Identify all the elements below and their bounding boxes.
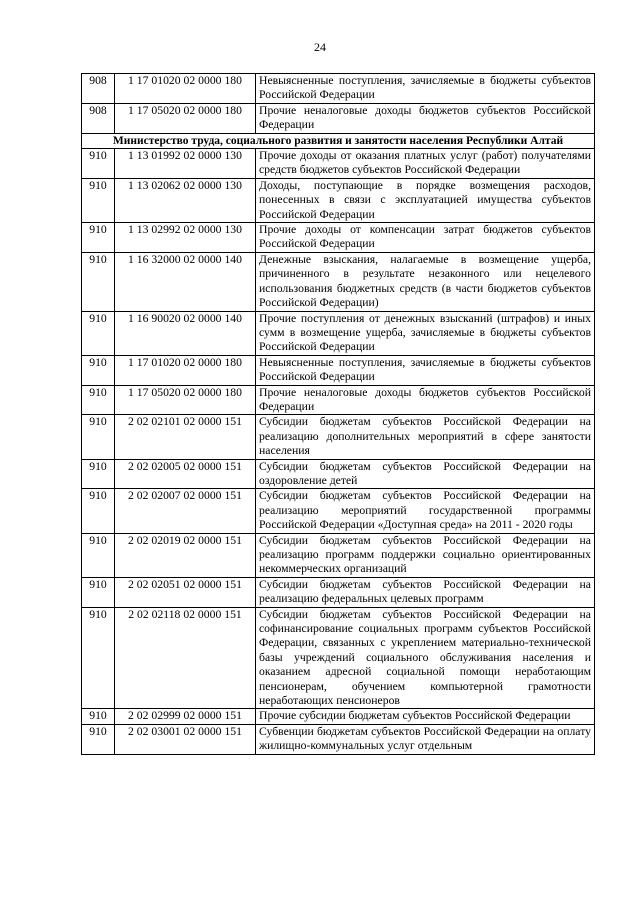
admin-code-cell: 910 [82,178,115,222]
description-cell: Субсидии бюджетам субъектов Российской Федерации на реализацию федеральных целевых программ [256,577,595,607]
table-row [82,74,595,104]
description-cell: Субвенции бюджетам субъектов Российской Федерации на оплату жилищно-коммунальных услуг отдельным [256,724,595,754]
admin-code-cell: 910 [82,607,115,709]
table-row [82,311,595,355]
admin-code-cell: 910 [82,577,115,607]
admin-code-cell: 910 [82,223,115,253]
description-cell: Невыясненные поступления, зачисляемые в бюджеты субъектов Российской Федерации [256,355,595,385]
revenue-code-cell: 2 02 02999 02 0000 151 [115,709,256,724]
admin-code-cell: 910 [82,385,115,415]
admin-code-cell: 910 [82,149,115,179]
admin-code-cell: 908 [82,74,115,104]
description-cell: Субсидии бюджетам субъектов Российской Федерации на реализацию мероприятий государственной программы Российской Федерации «Доступная среда» на 2011 - 2020 годы [256,489,595,533]
table-body-before [82,74,595,134]
description-cell: Субсидии бюджетам субъектов Российской Федерации на реализацию дополнительных мероприятий в сфере занятости населения [256,415,595,459]
description-cell: Субсидии бюджетам субъектов Российской Федерации на оздоровление детей [256,459,595,489]
table-row [82,607,595,709]
description-cell: Прочие поступления от денежных взысканий (штрафов) и иных сумм в возмещение ущерба, зачисляемые в бюджеты субъектов Российской Федерации [256,311,595,355]
admin-code-cell: 910 [82,709,115,724]
description-cell: Прочие доходы от компенсации затрат бюджетов субъектов Российской Федерации [256,223,595,253]
description-cell: Невыясненные поступления, зачисляемые в бюджеты субъектов Российской Федерации [256,74,595,104]
revenue-code-cell: 2 02 02051 02 0000 151 [115,577,256,607]
page-number: 24 [314,40,326,54]
admin-code-cell: 910 [82,724,115,754]
table-row [82,724,595,754]
description-cell: Субсидии бюджетам субъектов Российской Федерации на софинансирование социальных программ субъектов Российской Федерации, связанных с укреплением материально-технической базы учреждений социального обслуживания населения и оказанием адресной социальной помощи неработающим пенсионерам, обучением компьютерной грамотности неработающих пенсионеров [256,607,595,709]
description-cell: Прочие неналоговые доходы бюджетов субъектов Российской Федерации [256,103,595,133]
table-row [82,355,595,385]
admin-code-cell: 910 [82,415,115,459]
revenue-code-cell: 1 13 02992 02 0000 130 [115,223,256,253]
revenue-code-cell: 2 02 03001 02 0000 151 [115,724,256,754]
admin-code-cell: 910 [82,252,115,311]
admin-code-cell: 910 [82,533,115,577]
revenue-code-cell: 1 16 90020 02 0000 140 [115,311,256,355]
revenue-code-cell: 1 17 05020 02 0000 180 [115,103,256,133]
table-row [82,223,595,253]
table-row [82,252,595,311]
admin-code-cell: 910 [82,311,115,355]
admin-code-cell: 908 [82,103,115,133]
table-row [82,489,595,533]
revenue-code-cell: 1 17 01020 02 0000 180 [115,355,256,385]
revenue-code-cell: 1 17 05020 02 0000 180 [115,385,256,415]
revenue-code-cell: 2 02 02019 02 0000 151 [115,533,256,577]
table-row [82,709,595,724]
table-row [82,149,595,179]
description-cell: Доходы, поступающие в порядке возмещения расходов, понесенных в связи с эксплуатацией имущества субъектов Российской Федерации [256,178,595,222]
revenue-code-cell: 2 02 02007 02 0000 151 [115,489,256,533]
description-cell: Субсидии бюджетам субъектов Российской Федерации на реализацию программ поддержки социально ориентированных некоммерческих организаций [256,533,595,577]
revenue-code-cell: 1 13 02062 02 0000 130 [115,178,256,222]
table-row [82,415,595,459]
admin-code-cell: 910 [82,355,115,385]
revenue-code-cell: 2 02 02005 02 0000 151 [115,459,256,489]
description-cell: Прочие доходы от оказания платных услуг (работ) получателями средств бюджетов субъектов Российской Федерации [256,149,595,179]
section-title: Министерство труда, социального развития и занятости населения Республики Алтай [82,133,595,148]
admin-code-cell: 910 [82,459,115,489]
revenue-code-table [81,73,595,755]
revenue-code-cell: 2 02 02118 02 0000 151 [115,607,256,709]
description-cell: Прочие субсидии бюджетам субъектов Российской Федерации [256,709,595,724]
table-row [82,178,595,222]
admin-code-cell: 910 [82,489,115,533]
section-header-row [82,133,595,148]
revenue-code-cell: 1 16 32000 02 0000 140 [115,252,256,311]
table-row [82,533,595,577]
section-body [82,133,595,148]
revenue-code-cell: 2 02 02101 02 0000 151 [115,415,256,459]
table-body-after [82,149,595,755]
table-row [82,103,595,133]
revenue-code-cell: 1 13 01992 02 0000 130 [115,149,256,179]
description-cell: Прочие неналоговые доходы бюджетов субъектов Российской Федерации [256,385,595,415]
table-row [82,385,595,415]
description-cell: Денежные взыскания, налагаемые в возмещение ущерба, причиненного в результате незаконного или нецелевого использования бюджетных средств (в части бюджетов субъектов Российской Федерации) [256,252,595,311]
revenue-code-cell: 1 17 01020 02 0000 180 [115,74,256,104]
table-row [82,577,595,607]
table-row [82,459,595,489]
